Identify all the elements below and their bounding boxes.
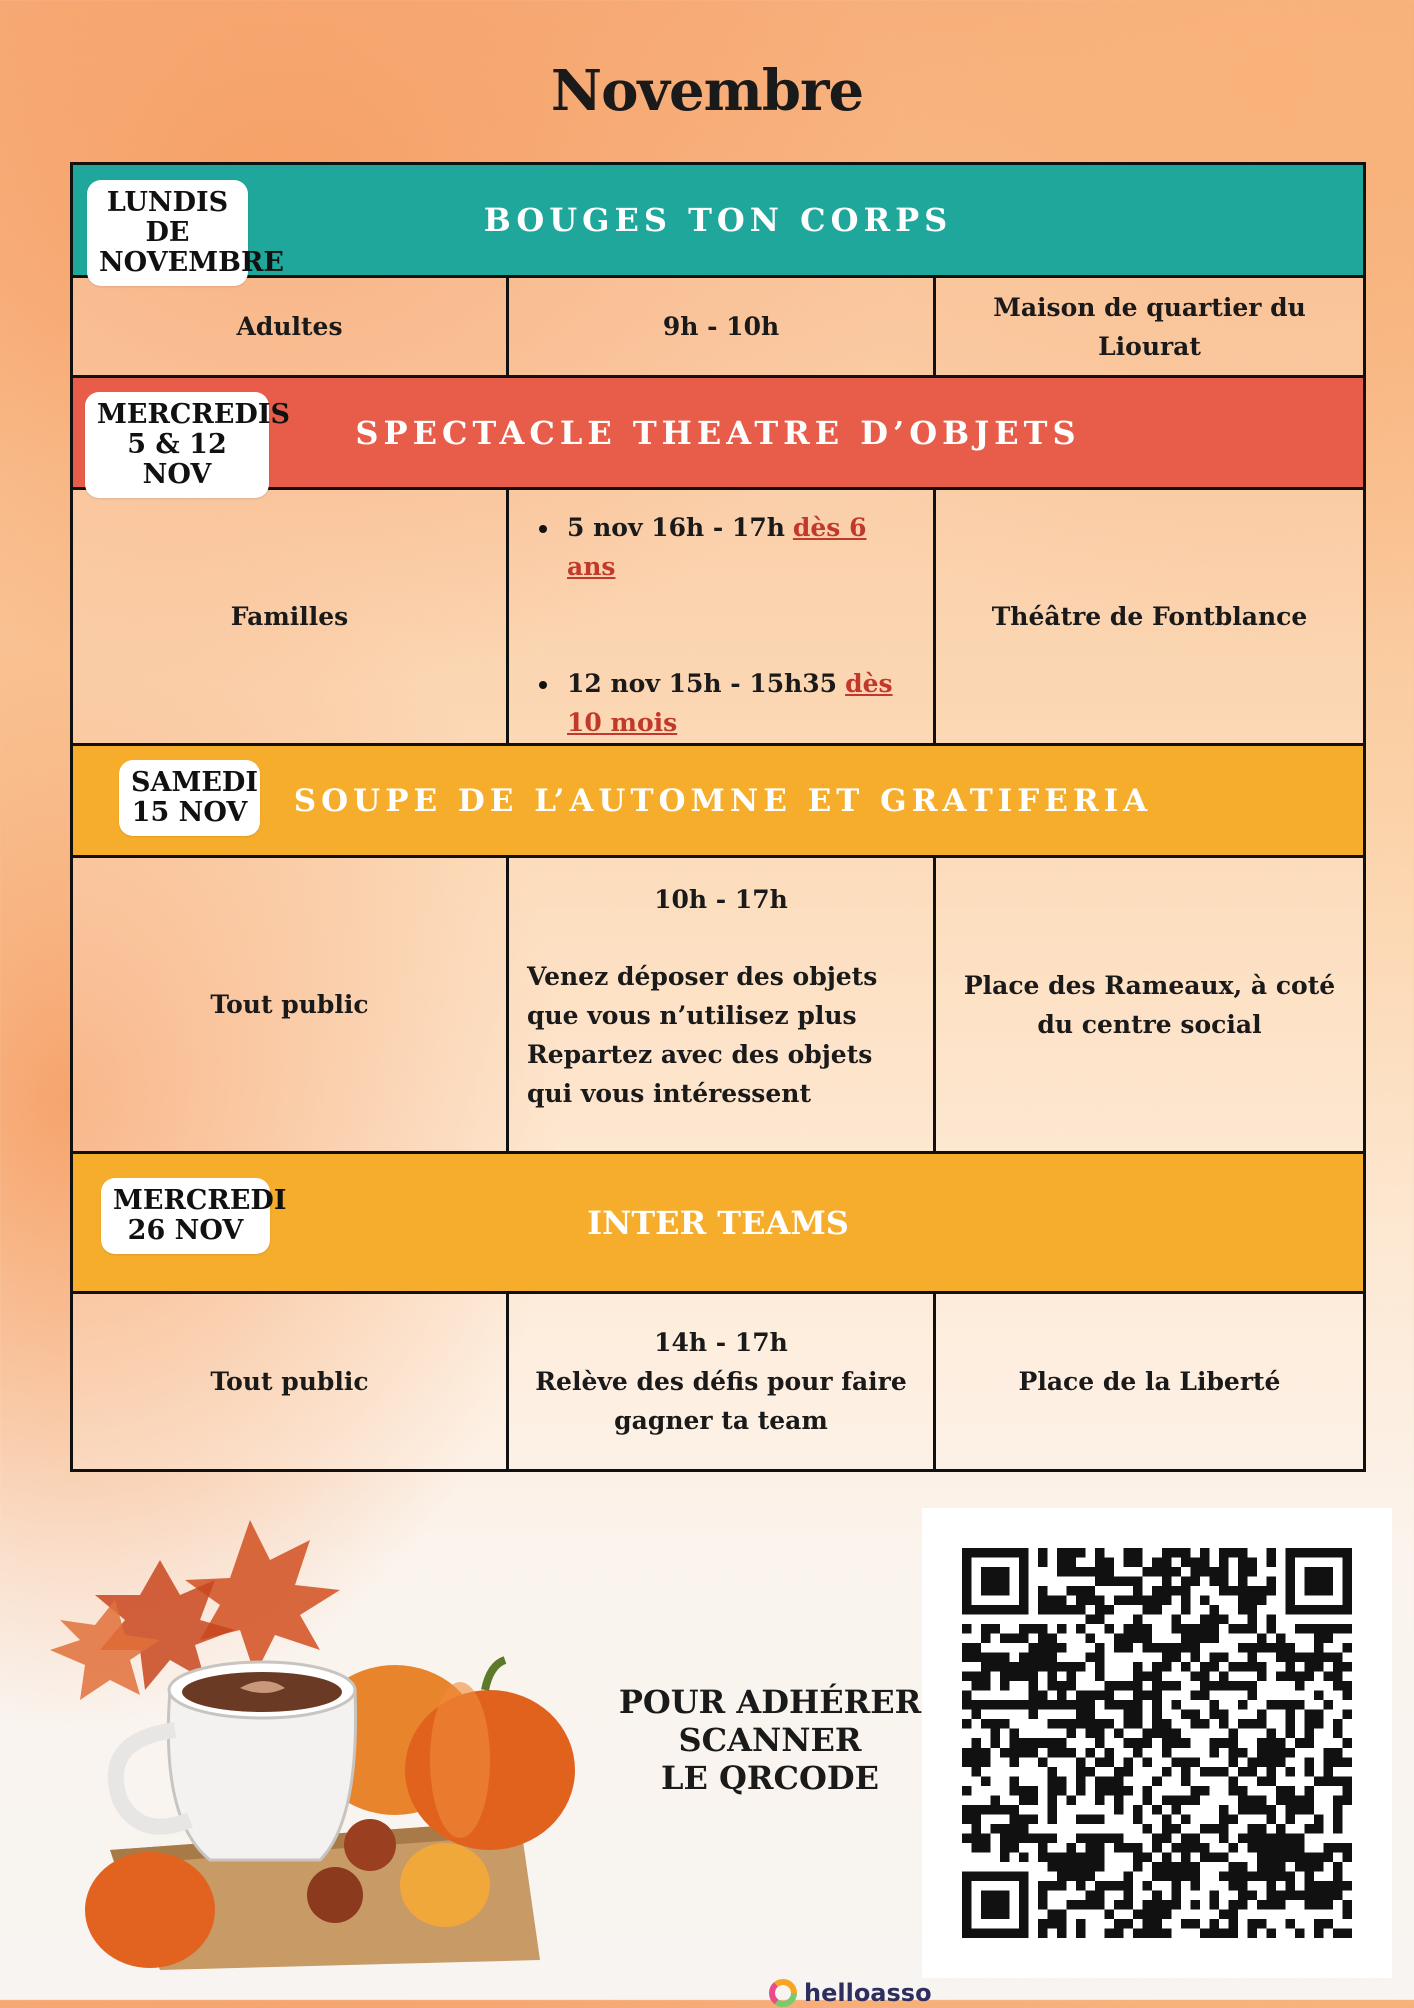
qr-code-icon: [962, 1548, 1352, 1938]
date-badge: MERCREDI 26 NOV: [101, 1178, 270, 1254]
event-row: [73, 278, 1363, 378]
place-cell: Place des Rameaux, à coté du centre social: [963, 970, 1336, 1039]
event-header-spectacle: [73, 378, 1363, 490]
autumn-illustration: [40, 1500, 580, 1980]
date-badge: LUNDIS DE NOVEMBRE: [87, 180, 248, 286]
audience-cell: Adultes: [73, 278, 509, 375]
session-item: 12 nov 15h - 15h35 dès 10 mois: [527, 664, 915, 742]
age-link[interactable]: dès 10 mois: [567, 669, 893, 737]
event-title: BOUGES TON CORPS: [483, 201, 953, 239]
date-badge: MERCREDIS 5 & 12 NOV: [85, 392, 269, 498]
events-table: [70, 162, 1366, 1472]
event-header-inter-teams: [73, 1154, 1363, 1294]
event-row: [73, 1294, 1363, 1469]
details-text: Venez déposer des objets que vous n’utilisez plus Repartez avec des objets qui vous intéressent: [527, 962, 878, 1108]
place-cell: Place de la Liberté: [1018, 1367, 1281, 1396]
sessions-cell: [509, 490, 936, 743]
mug-icon: [116, 1662, 356, 1860]
event-row: [73, 858, 1363, 1154]
date-badge: SAMEDI 15 NOV: [119, 760, 260, 836]
event-header-bouges-ton-corps: [73, 165, 1363, 278]
audience-cell: Tout public: [73, 1294, 509, 1469]
age-link[interactable]: dès 6 ans: [567, 513, 867, 581]
time-cell: 9h - 10h: [509, 278, 936, 375]
place-cell: Théâtre de Fontblance: [991, 602, 1308, 631]
event-row: [73, 490, 1363, 746]
helloasso-logo-icon: [768, 1978, 798, 2008]
place-cell: Maison de quartier du Liourat: [993, 292, 1306, 361]
helloasso-logo: helloasso: [768, 1978, 932, 2008]
details-cell: [509, 1294, 936, 1469]
event-title: SOUPE DE L’AUTOMNE ET GRATIFERIA: [293, 782, 1153, 819]
audience-cell: Familles: [73, 490, 509, 743]
details-text: Relève des défis pour faire gagner ta team: [535, 1367, 907, 1435]
session-item: 5 nov 16h - 17h dès 6 ans: [527, 508, 915, 586]
event-title: SPECTACLE THEATRE D’OBJETS: [355, 413, 1081, 452]
time-text: 14h - 17h: [654, 1328, 788, 1357]
time-text: 10h - 17h: [654, 885, 788, 914]
event-title: INTER TEAMS: [587, 1203, 849, 1242]
event-header-soupe: [73, 746, 1363, 858]
membership-call-to-action: POUR ADHÉRER SCANNER LE QRCODE: [618, 1683, 922, 1797]
session-list: [527, 508, 915, 742]
page-title: Novembre: [550, 58, 864, 124]
details-cell: [509, 858, 936, 1151]
qr-code[interactable]: [922, 1508, 1392, 1978]
audience-cell: Tout public: [73, 858, 509, 1151]
